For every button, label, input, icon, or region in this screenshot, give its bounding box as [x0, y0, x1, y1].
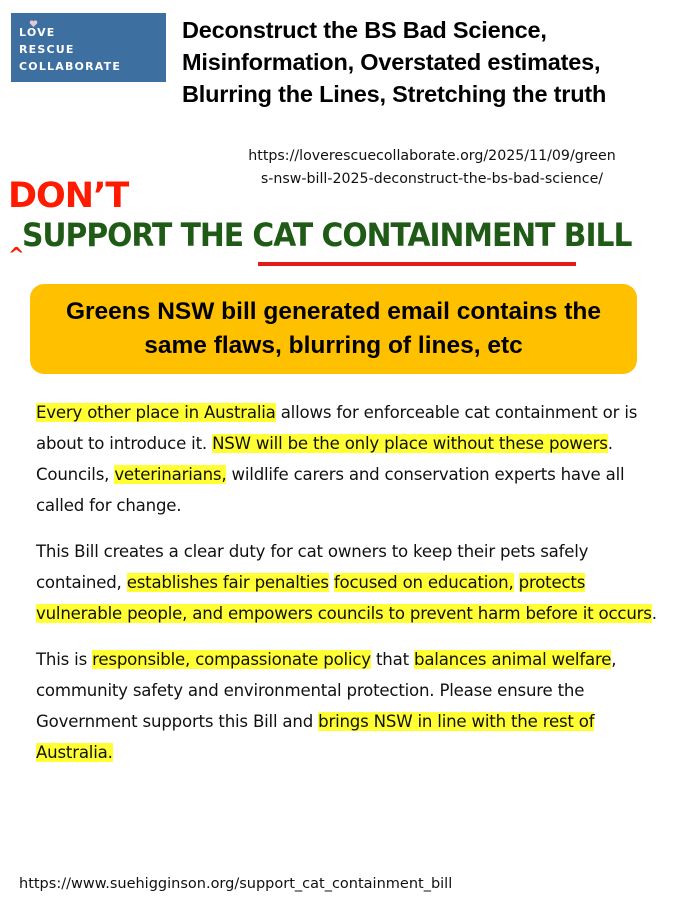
headline	[182, 14, 677, 110]
headline-line-3: Blurring the Lines, Stretching the truth	[182, 81, 607, 107]
banner-line-2: same flaws, blurring of lines, etc	[144, 332, 523, 359]
logo-line-2: RESCUE	[19, 43, 75, 56]
paragraph-1	[36, 397, 666, 521]
highlight: responsible, compassionate policy	[92, 650, 371, 669]
text: allows for enforceable cat containment or is about to introduce it.	[36, 403, 638, 453]
support-title: SUPPORT THE CAT CONTAINMENT BILL	[22, 216, 632, 254]
highlight: establishes fair penalties	[126, 573, 329, 592]
highlight: protects vulnerable people, and empowers councils to prevent harm before it occurs	[36, 573, 652, 623]
text: This is	[36, 650, 93, 669]
banner-line-1: Greens NSW bill generated email contains the	[65, 298, 602, 325]
article-url-line-2[interactable]: s-nsw-bill-2025-deconstruct-the-bs-bad-science/	[260, 171, 604, 187]
article-url[interactable]	[197, 145, 667, 191]
article-url-line-1[interactable]: https://loverescuecollaborate.org/2025/11/09/green	[248, 148, 616, 164]
headline-line-1: Deconstruct the BS Bad Science,	[182, 17, 547, 43]
title-underline	[258, 262, 576, 266]
source-url[interactable]: https://www.suehigginson.org/support_cat_containment_bill	[19, 876, 453, 892]
love-rescue-collaborate-logo	[11, 13, 166, 82]
text: that	[370, 650, 414, 669]
text: wildlife carers and conservation experts have all called for change.	[36, 465, 625, 515]
headline-line-2: Misinformation, Overstated estimates,	[182, 49, 601, 75]
highlight: balances animal welfare	[413, 650, 612, 669]
dont-label: DON’T	[8, 176, 129, 216]
summary-banner	[30, 284, 637, 374]
paragraph-2	[36, 536, 666, 629]
highlight: NSW will be the only place without these powers	[212, 434, 608, 453]
email-excerpt	[36, 397, 666, 783]
highlight: brings NSW in line with the rest of Australia.	[36, 712, 595, 762]
logo-line-1: LOVE	[19, 26, 56, 39]
text: , community safety and environmental protection. Please ensure the Government supports this Bill and	[36, 650, 617, 731]
paragraph-3	[36, 644, 666, 768]
text: This Bill creates a clear duty for cat owners to keep their pets safely contained,	[36, 542, 589, 592]
highlight: veterinarians,	[114, 465, 227, 484]
text: . Councils,	[36, 434, 613, 484]
text: .	[651, 604, 657, 623]
highlight: focused on education,	[333, 573, 514, 592]
logo-line-3: COLLABORATE	[19, 60, 122, 73]
text	[514, 573, 519, 592]
insertion-caret: ^	[8, 243, 25, 267]
highlight: Every other place in Australia	[36, 403, 276, 422]
